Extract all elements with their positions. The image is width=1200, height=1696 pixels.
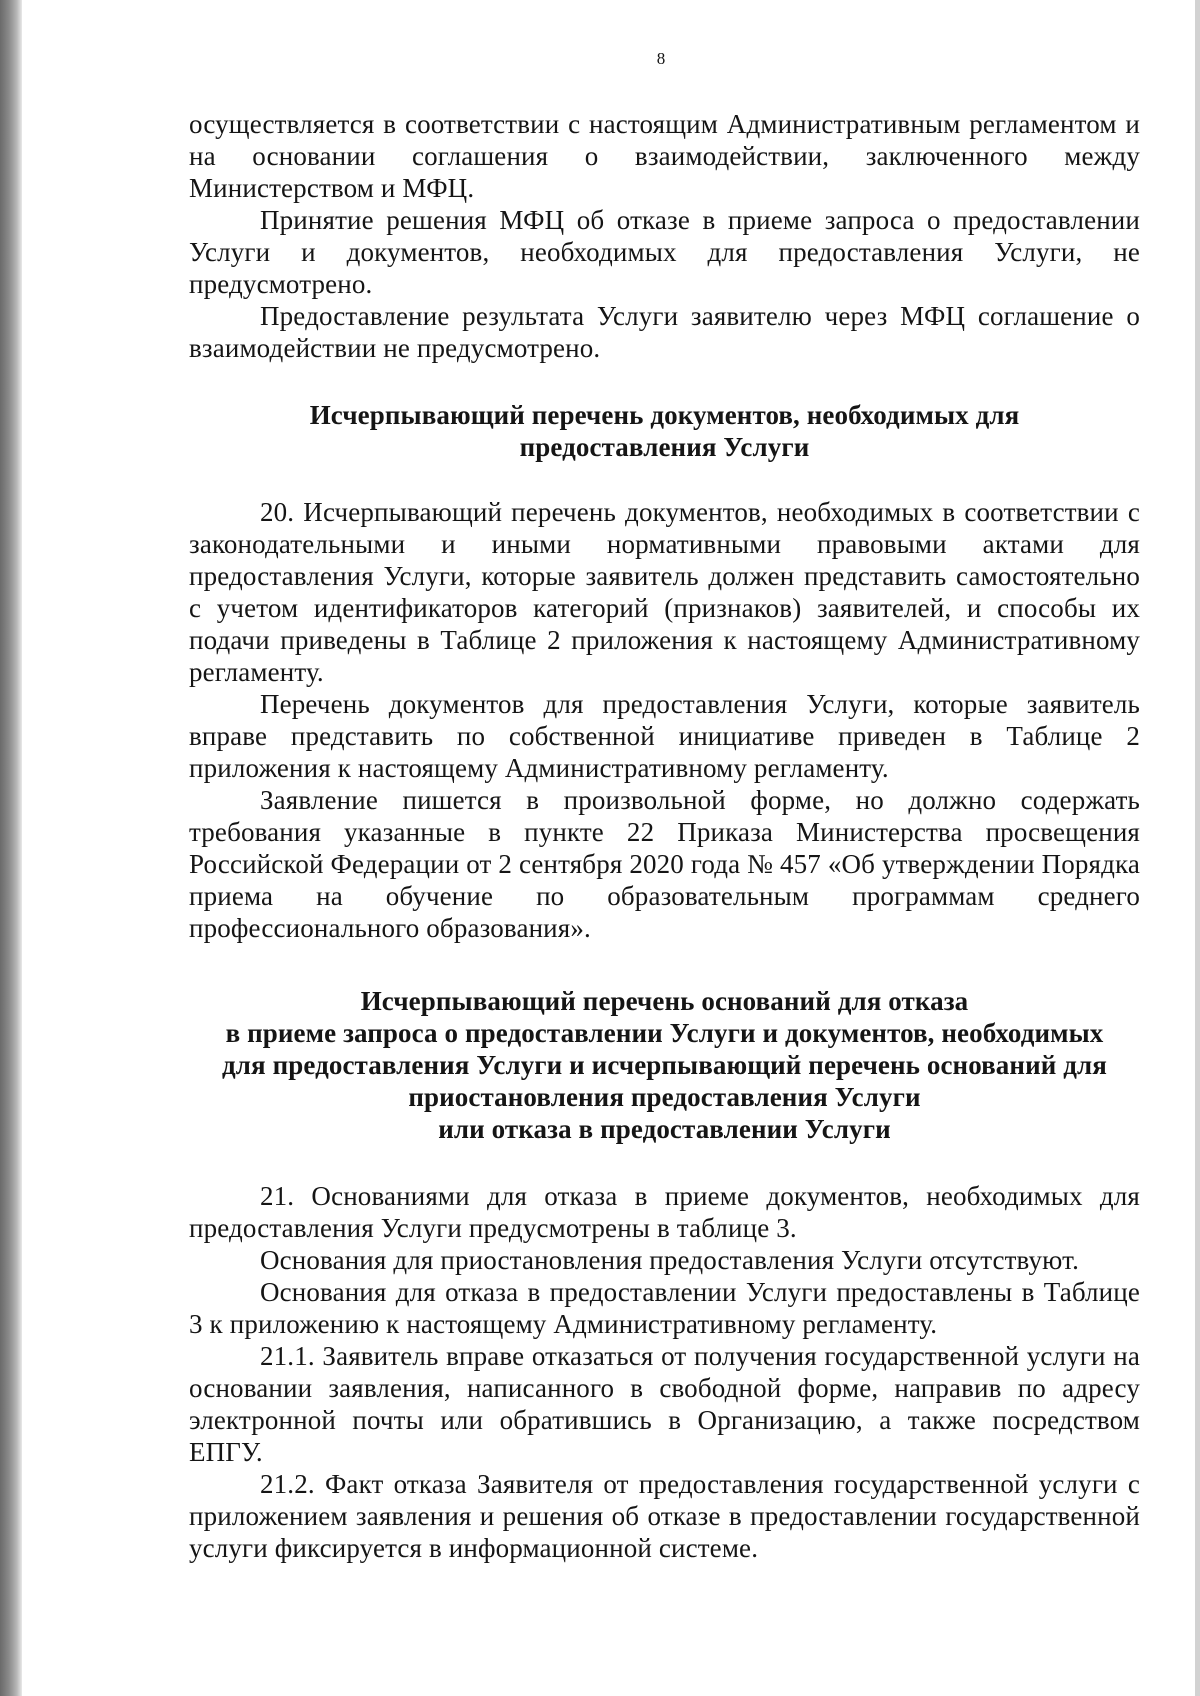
documents-heading-block xyxy=(189,399,1140,463)
page-number: 8 xyxy=(656,49,666,68)
paragraph-20-application-form: Заявление пишется в произвольной форме, но должно содержать требования указанные в пункте 22 Приказа Министерства просвещения Российской Федерации от 2 сентября 2020 года № 457 «Об утверждении Порядка приема на обучение по образовательным программам среднего профессионального образования». xyxy=(189,785,1140,943)
intro-paragraph-2: Принятие решения МФЦ об отказе в приеме запроса о предоставлении Услуги и документов, необходимых для предоставления Услуги, не предусмотрено. xyxy=(189,205,1140,299)
documents-block xyxy=(189,496,1140,944)
refusal-heading-block xyxy=(189,985,1140,1145)
intro-paragraph-3: Предоставление результата Услуги заявителю через МФЦ соглашение о взаимодействии не предусмотрено. xyxy=(189,301,1140,363)
paragraph-20-documents-own-initiative: Перечень документов для предоставления Услуги, которые заявитель вправе представить по собственной инициативе приведен в Таблице 2 приложения к настоящему Административному регламенту. xyxy=(189,689,1140,783)
section-heading-refusal: Исчерпывающий перечень оснований для отказа в приеме запроса о предоставлении Услуги и документов, необходимых для предоставления Услуги и исчерпывающий перечень оснований для приостановления предоставления Услуги или отказа в предоставлении Услуги xyxy=(222,986,1107,1144)
paragraph-21-suspension: Основания для приостановления предоставления Услуги отсутствуют. xyxy=(260,1245,1079,1275)
paragraph-21-refusal-grounds: Основания для отказа в предоставлении Услуги предоставлены в Таблице 3 к приложению к настоящему Административному регламенту. xyxy=(189,1277,1140,1339)
paragraph-21-2: 21.2. Факт отказа Заявителя от предоставления государственной услуги с приложением заявления и решения об отказе в предоставлении государственной услуги фиксируется в информационной системе. xyxy=(189,1469,1140,1563)
paragraph-21-1: 21.1. Заявитель вправе отказаться от получения государственной услуги на основании заявления, написанного в свободной форме, направив по адресу электронной почты или обратившись в Организацию, а также посредством ЕПГУ. xyxy=(189,1341,1140,1467)
intro-paragraph-1: осуществляется в соответствии с настоящим Административным регламентом и на основании соглашения о взаимодействии, заключенного между Министерством и МФЦ. xyxy=(189,109,1140,203)
paragraph-20: 20. Исчерпывающий перечень документов, необходимых в соответствии с законодательными и иными нормативными правовыми актами для предоставления Услуги, которые заявитель должен представить самостоятельно с учетом идентификаторов категорий (признаков) заявителей, и способы их подачи приведены в Таблице 2 приложения к настоящему Административному регламенту. xyxy=(189,497,1140,687)
scan-right-edge xyxy=(1195,0,1200,1696)
paragraph-21: 21. Основаниями для отказа в приеме документов, необходимых для предоставления Услуги предусмотрены в таблице 3. xyxy=(189,1181,1140,1243)
section-heading-documents: Исчерпывающий перечень документов, необходимых для предоставления Услуги xyxy=(309,400,1020,462)
scan-left-edge xyxy=(0,0,22,1696)
intro-block xyxy=(189,108,1140,364)
refusal-block xyxy=(189,1180,1140,1564)
